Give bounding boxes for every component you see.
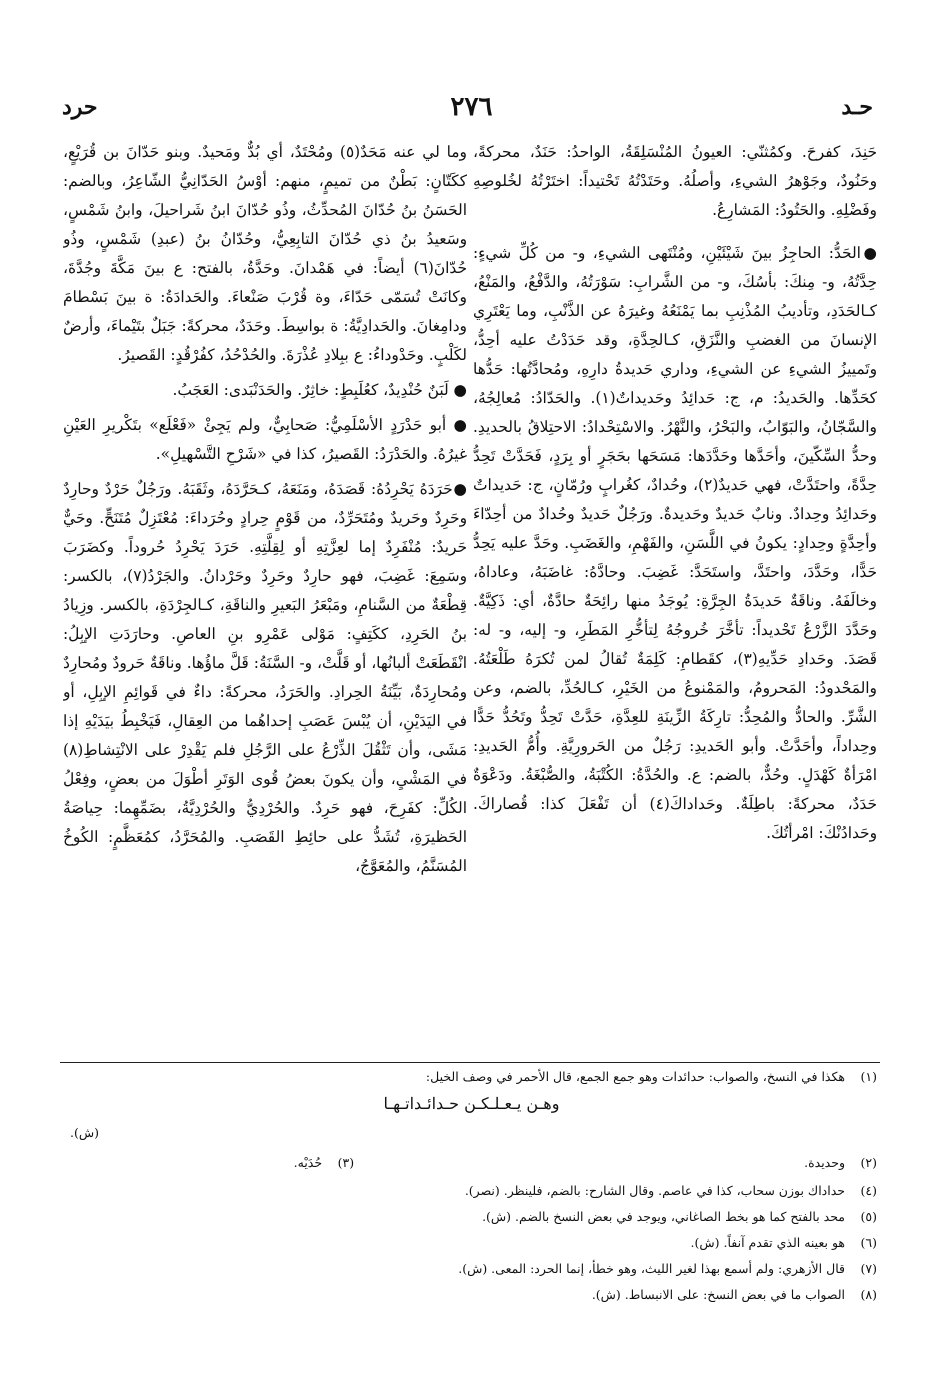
text-column-left <box>63 138 467 1058</box>
footnote-2-3 <box>57 1154 877 1172</box>
footnote-text: وحديدة. <box>804 1155 845 1170</box>
entry-paragraph: ● لَبَنٌ حُنْدِيدٌ، كعُلَبِطٍ: خاثِرٌ. والحَدَنْبَدى: العَجَبُ. <box>172 381 467 399</box>
footnote-1 <box>57 1068 877 1086</box>
running-head-right: حـد <box>841 94 873 120</box>
footnote-number: (٧) <box>860 1261 877 1276</box>
entry-paragraph: ●الحَدُّ: الحاجِزُ بينَ شَيْئَيْنِ، ومُنْتَهى الشيءِ، و- من كُلِّ شيءٍ: حِدَّتُهُ، و- مِنكَ: بأسُكَ، و- من الشَّرابِ: سَوْرَتُهُ، والدَّفْعُ، والمَنْعُ، كـالحَدَدِ، وتأديبُ المُذْنِبِ بما يَمْنَعُهُ وغيرَهُ عن الذَّنْبِ، وما يَعْتَرِي الإنسانَ من الغضبِ والنَّزَقِ، كـالحِدَّةِ، وقد حَدَدْتُ عليه أحِدُّ، وتَمييزُ الشيءِ عن الشيءِ، وداري حَديدةُ دارِهِ، ومُحادَّتُها: حَدُّها كحَدِّها. والحَديدُ: م، ج: حَدائِدُ وحَديداتٌ(١). والحَدّادُ: مُعالِجُهُ، والسَّجّانُ، والبَوّابُ، والبَحْرُ، والنَّهْرُ. والاسْتِحْدادُ: الاحتِلاقُ بالحديدِ. وحدُّ السِّكّينَ، وأحَدَّها وحَدَّدَها: مَسَحَها بحَجَرٍ أو بِرَدٍ، فَحَدَّتْ تَحِدُّ حِدَّةً، واحتَدَّتْ، فهي حَديدٌ(٢)، وحُدادٌ، كغُرابٍ ورُمّانٍ، ج: حَديداتٌ وحَدائِدُ وحِدادٌ. ونابٌ حَديدٌ وحَديدةٌ. ورَجُلٌ حَديدٌ وحُدادٌ من أحِدّاءَ وأحِدَّةٍ وحِدادٍ: يكونُ في اللَّسَنِ، والفَهْمِ، والغَضَبِ. وحَدَّ عليه يَحِدُّ حَدًّا، وحَدَّدَ، واحتَدَّ، واستَحَدَّ: غَضِبَ. وحادَّهُ: غاضَبَهُ، وعاداهُ، وخالَفَهُ. وناقَةٌ حَديدَةُ الجِرَّةِ: يُوجَدُ منها رائِحَةٌ حادَّةٌ، أي: ذَكِيَّةٌ. وحَدَّدَ الزَّرْعُ تَحْديداً: تأخَّرَ خُروجُهُ لِتأخُّرِ المَطَرِ، و- إليه، و- له: قَصَدَ. وحَدادِ حَدِّيهِ(٣)، كقَطامِ: كَلِمَةٌ تُقالُ لمن تُكرَهُ طَلْعَتُهُ. والمَحْدودُ: المَحرومُ، والمَمْنوعُ من الخَيْرِ، كـالحُدِّ، بالضم، وعن الشَّرِّ. والحادُّ والمُحِدُّ: تارِكَةُ الزِّينَةِ للعِدَّةِ، حَدَّتْ تَحِدُّ وتَحُدُّ حَدًّا وحِداداً، وأحَدَّتْ. وأبو الحَديدِ: رَجُلٌ من الحَرورِيَّةِ. وأُمُّ الحَديدِ: امْرَأةٌ كَهْدَلٍ. وحُدٌّ، بالضم: ع. والحُدَّةُ: الكُتْبَةُ، والصُّبْغَةُ. ودَعْوَةٌ حَدَدٌ، محركةً: باطِلَةٌ. وحَداداكَ(٤) أن تَفْعَلَ كذا: قُصاراكَ. وحَدادُنْكَ: امْرأتُكَ. <box>473 244 877 842</box>
footnote-4 <box>57 1182 877 1200</box>
footnote-text: قال الأزهري: ولم أسمع بهذا لغير الليث، وهو خطأ، إنما الحرد: المعى. (ش). <box>458 1261 845 1276</box>
footnote-text: هو بعينه الذي تقدم آنفاً. (ش). <box>690 1235 845 1250</box>
footnote-8 <box>57 1286 877 1304</box>
footnote-number: (٥) <box>860 1209 877 1224</box>
footnote-6 <box>57 1234 877 1252</box>
footnote-text: محد بالفتح كما هو بخط الصاغاني، ويوجد في بعض النسخ بالضم. (ش). <box>482 1209 845 1224</box>
footnote-text: هكذا في النسخ، والصواب: حدائدات وهو جمع الجمع، قال الأحمر في وصف الخيل: <box>425 1069 845 1084</box>
text-column-right <box>473 138 877 1058</box>
entry-paragraph: ● أبو حَدْرَدٍ الأسْلَمِيُّ: صَحابِيٌّ، ولم يَجِئْ «فَعْلَع» بتَكْريرِ العَيْنِ غيرُهُ. والحَدْرَدُ: القَصيرُ، كذا في «شَرْحِ التَّسْهيلِ». <box>63 416 467 463</box>
entry-paragraph: ●حَرَدَهُ يَحْرِدُهُ: قَصَدَهُ، ومَنَعَهُ، كـحَرَّدَهُ، وثَقَبَهُ. ورَجُلٌ حَرْدٌ وحارِدٌ وحَرِدٌ وحَريدٌ ومُتَحَرِّدٌ، من قَوْمٍ حِرادٍ وحُرَداءَ: مُعْتَزِلٌ مُتَنَحٍّ. وحَيٌّ حَريدٌ: مُنْفَرِدٌ إما لعِزَّتِهِ أو لِقِلَّتِهِ. حَرَدَ يَحْرِدُ حُروداً. وكضَرَبَ وسَمِعَ: غَضِبَ، فهو حارِدٌ وحَرِدٌ وحَرْدانُ. والجَرْدُ(٧)، بالكسر: قِطْعَةٌ من السَّنامِ، ومَبْعَرُ البَعيرِ والناقَةِ، كـالجِرْدَةِ، بالكسر. وزِيادُ بنُ الحَرِدِ، ككَتِفٍ: مَوْلى عَمْرِو بنِ العاصِ. وحارَدَتِ الإبِلُ: انْقَطَعَتْ ألبانُها، أو قَلَّتْ، و- السَّنَةُ: قَلَّ ماؤُها. وناقَةٌ حَرودٌ ومُحارِدٌ ومُحارِدَةٌ، بَيِّنَةُ الحِرادِ. والحَرَدُ، محركةً: داءٌ في قَوائِمِ الإبِلِ، أو في اليَدَيْنِ، أن يُبْسَ عَصَبِ إحداهُما من العِقالِ، فَيَخْبِطُ بيَدَيْهِ إذا مَشَى، وأن تَثْقُلَ الذِّرْعُ على الرَّجُلِ فلم يَقْدِرْ على الانْتِشاطِ(٨) في المَشْيِ، وأن يكونَ بعضُ قُوى الوَتَرِ أطْوَلَ من بعضٍ، وفِعْلُ الكُلِّ: كفَرِحَ، فهو حَرِدٌ. والحُرْدِيُّ والحُرْدِيَّةُ، بضَمِّهِما: حِياصَةُ الحَظيرَةِ، تُشَدُّ على حائِطِ القَصَبِ. والمُحَرَّدُ، كمُعَظَّمٍ: الكُوخُ المُسَنَّمُ، والمُعَوَّجُ، <box>63 480 467 875</box>
entry-paragraph: وما لي عنه مَحَدٌ(٥) ومُحْتَدٌ، أي بُدٌّ ومَحيدٌ. وبنو حَدّانَ بن قُرَيْعٍ، ككَتّانٍ: بَطْنٌ من تميمٍ، منهم: أوْسُ الحَدّانِيُّ الشّاعِرُ، وبالضم: الحَسَنُ بنُ حُدّانَ المُحدِّثُ، وذُو حُدّانَ ابنُ شَراحيلَ، وابنُ شَمْسٍ، وسَعيدُ بنُ ذي حُدّانَ التابِعِيُّ، وحُدّانُ بنُ (عبدِ) شَمْسٍ، وذُو حُدّانَ(٦) أيضاً: في هَمْدانَ. وحَدَّةُ، بالفتح: ع بينَ مَكَّةَ وجُدَّةَ، وكانَتْ تُسَمّى حَدّاءَ، وة قُرْبَ صَنْعاءَ. والحَدادَةُ: ة بينَ بَسْطامَ ودامِغانَ. والحَدادِيَّةُ: ة بواسِطَ. وحَدَدٌ، محركةً: جَبَلٌ بتَيْماءَ، وأرضٌ لكَلْبٍ. وحَدْوداءُ: ع ببِلادِ عُذْرَةَ. والحُدْحُدُ، كفُرْقُدٍ: القَصيرُ. <box>63 143 467 364</box>
footnote-poem-verse: وهـن يـعـلـكـن حـدائـداتـهـا <box>383 1094 560 1113</box>
footnote-separator <box>60 1062 880 1063</box>
footnote-number: (١) <box>860 1069 877 1084</box>
footnote-number: (٣) <box>337 1155 355 1170</box>
footnote-sigla: (ش). <box>70 1125 99 1140</box>
footnote-5 <box>57 1208 877 1226</box>
footnote-number: (٢) <box>860 1155 877 1170</box>
footnote-number: (٨) <box>860 1287 877 1302</box>
footnote-number: (٦) <box>860 1235 877 1250</box>
running-head-left: حرد <box>62 94 98 120</box>
page-number: ٢٧٦ <box>450 92 493 122</box>
entry-paragraph: حَنِدَ، كفرحَ. وكمُثنّي: العيونُ المُنْسَلِقَةُ، الواحدُ: حَنَدٌ، محركةً، وحَنُودٌ، وجَوْهرُ الشيءِ، وأصلُهُ. وحَتَدْتُهُ تَحْتيداً: اختَرْتُهُ لخُلوصِهِ وفَضْلِهِ. والحَتُودُ: المَشارِعُ. <box>473 143 877 219</box>
footnote-text: حُدَيْه. <box>293 1155 323 1170</box>
footnote-text: حداداك بوزن سحاب، كذا في عاصم. وقال الشارح: بالضم، فلينظر. (نصر). <box>464 1183 845 1198</box>
footnote-number: (٤) <box>860 1183 877 1198</box>
footnote-text: الصواب ما في بعض النسخ: على الانبساط. (ش). <box>591 1287 845 1302</box>
footnote-7 <box>57 1260 877 1278</box>
